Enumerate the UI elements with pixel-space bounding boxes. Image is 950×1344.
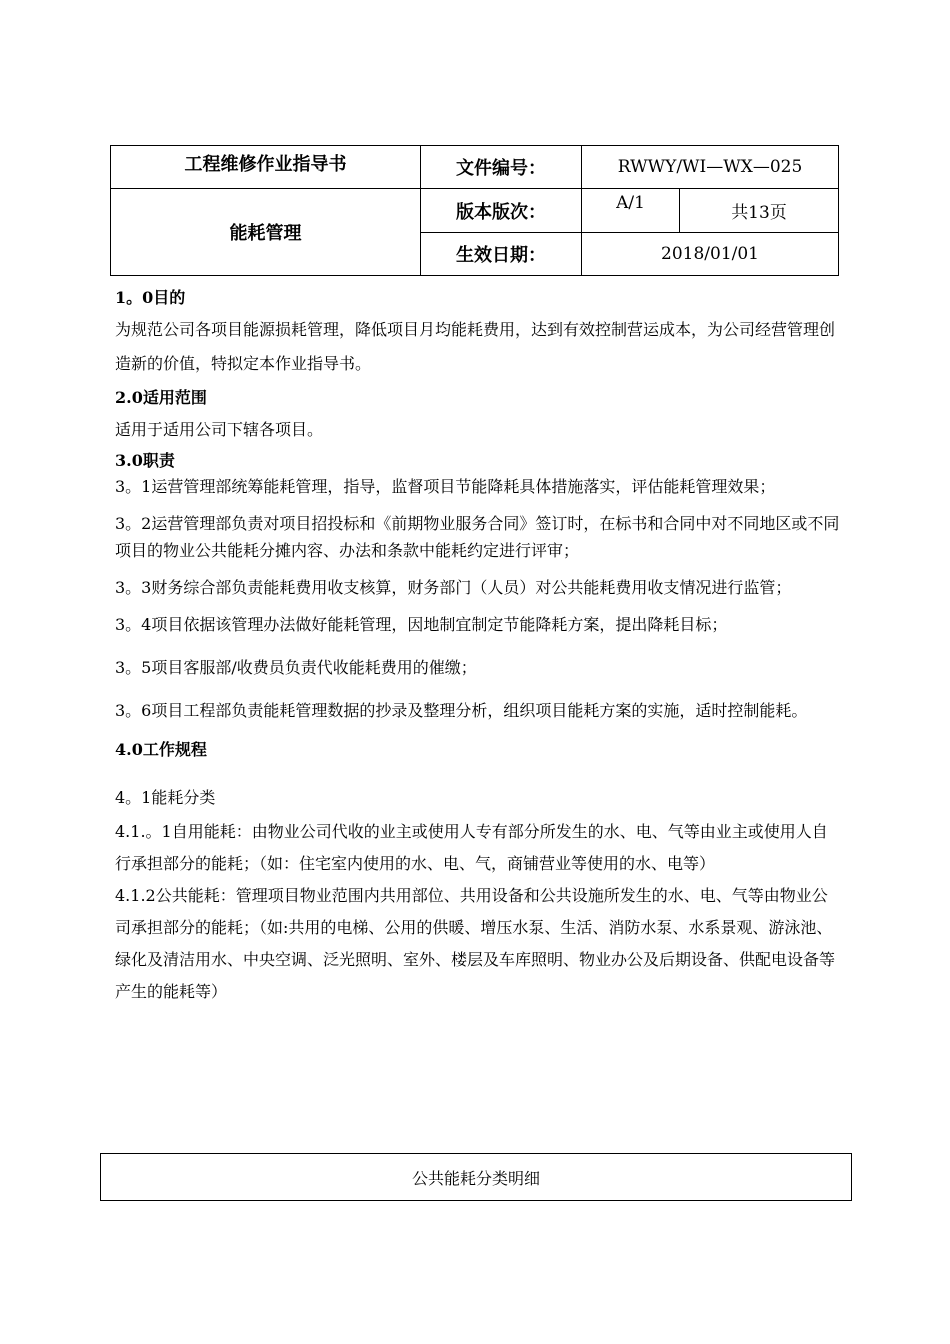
section-4-item-2: 4.1.2公共能耗：管理项目物业范围内共用部位、共用设备和公共设施所发生的水、电、气等由物业公司承担部分的能耗；（如:共用的电梯、公用的供暖、增压水泵、生活、消防水泵、水系景观、游泳池、绿化及清洁用水、中央空调、泛光照明、室外、楼层及车库照明、物业办公及后期设备、供配电设备等产生的能耗等） (115, 886, 836, 1001)
section-3-item-6: 3。6项目工程部负责能耗管理数据的抄录及整理分析，组织项目能耗方案的实施，适时控制能耗。 (115, 701, 808, 720)
section-2-text: 适用于适用公司下辖各项目。 (115, 420, 324, 439)
section-3-item-4: 3。4项目依据该管理办法做好能耗管理，因地制宜制定节能降耗方案，提出降耗目标； (115, 615, 728, 634)
section-3-title: 3.0职责 (115, 451, 175, 470)
section-1-text: 为规范公司各项目能源损耗管理，降低项目月均能耗费用，达到有效控制营运成本，为公司经营管理创造新的价值，特拟定本作业指导书。 (115, 320, 836, 373)
section-3-item-5: 3。5项目客服部/收费员负责代收能耗费用的催缴； (115, 658, 477, 677)
section-1-title: 1。0目的 (115, 288, 186, 307)
section-3-item-3: 3。3财务综合部负责能耗费用收支核算，财务部门（人员）对公共能耗费用收支情况进行监管； (115, 578, 792, 597)
effective-date-value: 2018/01/01 (582, 233, 839, 276)
section-4-subtitle: 4。1能耗分类 (115, 788, 216, 807)
document-title: 工程维修作业指导书 (111, 146, 421, 189)
section-3-item-2: 3。2运营管理部负责对项目招投标和《前期物业服务合同》签订时，在标书和合同中对不同地区或不同项目的物业公共能耗分摊内容、办法和条款中能耗约定进行评审； (115, 514, 840, 560)
section-4-title: 4.0工作规程 (115, 740, 207, 759)
table-caption: 公共能耗分类明细 (100, 1153, 852, 1201)
page-count: 共13页 (680, 189, 839, 233)
document-body (115, 283, 840, 1008)
document-subject: 能耗管理 (111, 189, 421, 276)
document-header-table (110, 145, 839, 276)
version-value: A/1 (582, 189, 680, 233)
section-3-item-1: 3。1运营管理部统筹能耗管理，指导，监督项目节能降耗具体措施落实，评估能耗管理效果； (115, 477, 776, 496)
section-2-title: 2.0适用范围 (115, 388, 207, 407)
doc-number-label: 文件编号： (421, 146, 582, 189)
doc-number-value: RWWY/WI—WX—025 (582, 146, 839, 189)
section-4-item-1: 4.1.。1自用能耗：由物业公司代收的业主或使用人专有部分所发生的水、电、气等由业主或使用人自行承担部分的能耗；（如：住宅室内使用的水、电、气，商铺营业等使用的水、电等） (115, 822, 828, 873)
version-label: 版本版次： (421, 189, 582, 233)
effective-date-label: 生效日期： (421, 233, 582, 276)
